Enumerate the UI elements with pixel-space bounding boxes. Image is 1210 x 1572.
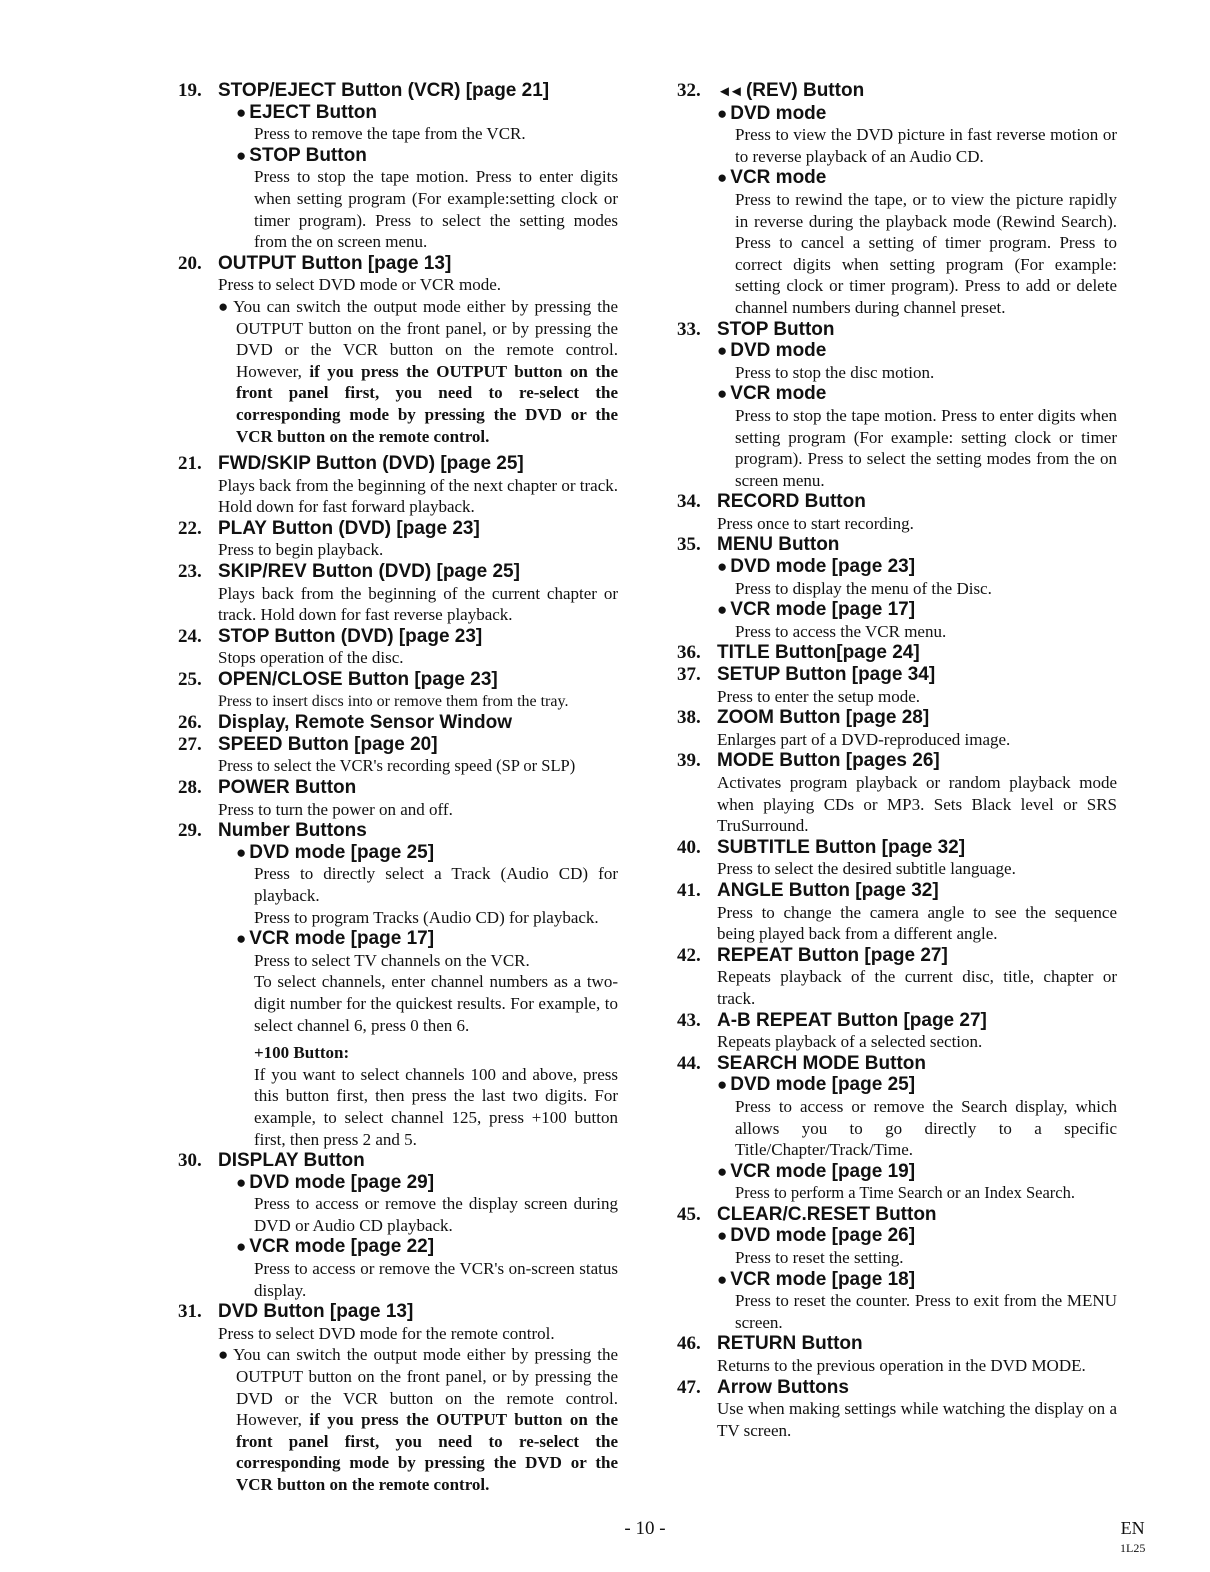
paragraph: Press to directly select a Track (Audio CD) for playback. xyxy=(254,864,618,905)
item-title: STOP Button xyxy=(717,318,835,340)
paragraph: Press once to start recording. xyxy=(717,513,914,533)
item-number: 42. xyxy=(677,944,701,966)
item-29 xyxy=(178,820,618,1150)
item-21 xyxy=(178,453,618,518)
bullet-icon: ● xyxy=(717,103,728,123)
note: ● You can switch the output mode either by pressing the OUTPUT button on the front panel, or by pressing the DVD or the VCR button on the remote control. However, if you press the OUTPUT button on the front panel first, you need to re-select the corresponding mode by pressing the DVD or the VCR button on the remote control. xyxy=(218,296,618,446)
paragraph: Press to stop the disc motion. xyxy=(735,362,935,382)
item-title: Display, Remote Sensor Window xyxy=(218,712,513,734)
paragraph: Press to remove the tape from the VCR. xyxy=(254,124,526,144)
item-number: 27. xyxy=(178,733,202,755)
bullet-icon: ● xyxy=(717,1161,728,1181)
item-title: Arrow Buttons xyxy=(717,1376,849,1398)
bullet-icon: ● xyxy=(717,1075,728,1095)
left-column xyxy=(178,80,618,1496)
bullet-icon: ● xyxy=(717,600,728,620)
bullet-icon: ● xyxy=(717,168,728,188)
document-code: 1L25 xyxy=(1120,1541,1146,1555)
item-41 xyxy=(677,880,1117,945)
item-number: 37. xyxy=(677,664,701,686)
item-title: DVD Button [page 13] xyxy=(218,1301,414,1323)
item-title: OPEN/CLOSE Button [page 23] xyxy=(218,669,498,691)
item-33 xyxy=(677,319,1117,492)
item-title: PLAY Button (DVD) [page 23] xyxy=(218,517,480,539)
bullet-icon: ● xyxy=(717,341,728,361)
subheading-vcr-mode: ● VCR mode [page 19] xyxy=(717,1160,916,1182)
item-title: A-B REPEAT Button [page 27] xyxy=(717,1009,987,1031)
item-title: SETUP Button [page 34] xyxy=(717,664,936,686)
subheading-vcr-mode: ● VCR mode xyxy=(717,167,827,189)
subheading-dvd-mode: ● DVD mode [page 23] xyxy=(717,556,916,578)
bullet-icon: ● xyxy=(236,929,247,949)
paragraph: Press to change the camera angle to see the sequence being played back from a different angle. xyxy=(717,902,1117,944)
page-number: - 10 - xyxy=(624,1518,666,1539)
item-title: SUBTITLE Button [page 32] xyxy=(717,836,966,858)
paragraph: Press to display the menu of the Disc. xyxy=(735,578,992,598)
item-38 xyxy=(677,707,1117,750)
item-number: 21. xyxy=(178,453,202,475)
paragraph: Press to access the VCR menu. xyxy=(735,621,947,641)
item-43 xyxy=(677,1010,1117,1053)
item-number: 34. xyxy=(677,491,701,513)
item-45 xyxy=(677,1204,1117,1334)
item-39 xyxy=(677,750,1117,836)
item-number: 26. xyxy=(178,712,202,734)
paragraph: To select channels, enter channel numbers as a two-digit number for the quickest results. For example, to select channel 6, press 0 then 6. xyxy=(254,972,618,1035)
item-title: ZOOM Button [page 28] xyxy=(717,707,930,729)
bullet-icon: ● xyxy=(236,1172,247,1192)
paragraph: Stops operation of the disc. xyxy=(218,648,404,668)
item-42 xyxy=(677,945,1117,1010)
bullet-icon: ● xyxy=(218,296,231,316)
item-title: DISPLAY Button xyxy=(218,1150,365,1172)
paragraph: Repeats playback of a selected section. xyxy=(717,1032,983,1052)
paragraph: Press to select DVD mode for the remote control. xyxy=(218,1323,555,1343)
paragraph: Press to insert discs into or remove them from the tray. xyxy=(218,692,569,710)
item-title: ANGLE Button [page 32] xyxy=(717,879,939,901)
paragraph: Press to perform a Time Search or an Index Search. xyxy=(735,1183,1075,1203)
paragraph: Plays back from the beginning of the current chapter or track. Hold down for fast reverse playback. xyxy=(218,583,618,625)
paragraph: If you want to select channels 100 and above, press this button first, then press the last two digits. For example, to select channel 125, press +100 button first, then press 2 and 5. xyxy=(254,1064,618,1149)
item-30 xyxy=(178,1150,618,1301)
right-column xyxy=(677,80,1117,1441)
item-19 xyxy=(178,80,618,253)
paragraph: Press to access or remove the Search display, which allows you to go directly to a specific Title/Chapter/Track/Time. xyxy=(735,1096,1117,1160)
item-title: SPEED Button [page 20] xyxy=(218,733,438,755)
subheading-dvd-mode: ● DVD mode [page 29] xyxy=(236,1171,435,1193)
item-number: 38. xyxy=(677,707,701,729)
item-24 xyxy=(178,626,618,669)
item-34 xyxy=(677,491,1117,534)
bullet-icon: ● xyxy=(717,557,728,577)
item-44 xyxy=(677,1053,1117,1204)
subheading-vcr-mode: ● VCR mode [page 22] xyxy=(236,1236,435,1258)
paragraph: Press to program Tracks (Audio CD) for playback. xyxy=(254,907,599,927)
item-title: TITLE Button[page 24] xyxy=(717,642,920,664)
paragraph: Press to select the VCR's recording speed (SP or SLP) xyxy=(218,756,576,776)
paragraph: Press to access or remove the VCR's on-screen status display. xyxy=(254,1259,618,1300)
item-23 xyxy=(178,561,618,626)
item-number: 36. xyxy=(677,642,701,664)
item-number: 22. xyxy=(178,517,202,539)
item-title: FWD/SKIP Button (DVD) [page 25] xyxy=(218,453,524,475)
paragraph: Plays back from the beginning of the next chapter or track. Hold down for fast forward playback. xyxy=(218,475,618,517)
item-title: STOP/EJECT Button (VCR) [page 21] xyxy=(218,80,550,101)
item-title: Number Buttons xyxy=(218,820,367,842)
bullet-icon: ● xyxy=(236,145,247,165)
bullet-icon: ● xyxy=(236,102,247,122)
paragraph: Press to view the DVD picture in fast reverse motion or to reverse playback of an Audio CD. xyxy=(735,125,1117,166)
item-title: MENU Button xyxy=(717,534,840,556)
bullet-icon: ● xyxy=(236,842,247,862)
subheading-vcr-mode: ● VCR mode [page 17] xyxy=(236,928,435,950)
paragraph: Press to access or remove the display screen during DVD or Audio CD playback. xyxy=(254,1194,618,1235)
item-37 xyxy=(677,664,1117,707)
subheading-vcr-mode: ● VCR mode [page 17] xyxy=(717,599,916,621)
item-title: REPEAT Button [page 27] xyxy=(717,944,948,966)
plus-100-heading: +100 Button: xyxy=(254,1043,350,1063)
paragraph: Press to rewind the tape, or to view the picture rapidly in reverse during the playback mode (Rewind Search). Press to cancel a setting of timer program. Press to correct digits when setting program (For example: setting clock or timer program). Press to add or delete channel numbers during channel preset. xyxy=(735,189,1117,317)
item-40 xyxy=(677,837,1117,880)
item-28 xyxy=(178,777,618,820)
subheading-vcr-mode: ● VCR mode [page 18] xyxy=(717,1268,916,1290)
subheading-dvd-mode: ● DVD mode xyxy=(717,340,827,362)
subheading-vcr-mode: ● VCR mode xyxy=(717,383,827,405)
paragraph: Activates program playback or random playback mode when playing CDs or MP3. Sets Black level or SRS TruSurround. xyxy=(717,773,1117,836)
subheading-eject: ● EJECT Button xyxy=(236,101,377,123)
item-number: 31. xyxy=(178,1301,202,1323)
bullet-icon: ● xyxy=(717,1269,728,1289)
item-27 xyxy=(178,734,618,777)
paragraph: Press to select TV channels on the VCR. xyxy=(254,950,530,970)
paragraph: Use when making settings while watching the display on a TV screen. xyxy=(717,1399,1117,1440)
item-title: ◄◄ (REV) Button xyxy=(717,80,865,101)
item-20 xyxy=(178,253,618,447)
footer-lang xyxy=(1120,1518,1145,1558)
item-number: 45. xyxy=(677,1203,701,1225)
item-number: 46. xyxy=(677,1333,701,1355)
bullet-icon: ● xyxy=(218,1345,231,1365)
paragraph: Press to reset the setting. xyxy=(735,1248,904,1268)
item-number: 41. xyxy=(677,879,701,901)
bullet-icon: ● xyxy=(236,1237,247,1257)
subheading-dvd-mode: ● DVD mode [page 25] xyxy=(717,1074,916,1096)
bullet-icon: ● xyxy=(717,384,728,404)
item-title: CLEAR/C.RESET Button xyxy=(717,1203,937,1225)
item-title: STOP Button (DVD) [page 23] xyxy=(218,625,483,647)
paragraph: Press to select the desired subtitle language. xyxy=(717,859,1016,879)
paragraph: Press to enter the setup mode. xyxy=(717,686,921,706)
subheading-dvd-mode: ● DVD mode [page 26] xyxy=(717,1225,916,1247)
item-46 xyxy=(677,1333,1117,1376)
item-number: 24. xyxy=(178,625,202,647)
item-47 xyxy=(677,1377,1117,1442)
subheading-dvd-mode: ● DVD mode xyxy=(717,102,827,124)
item-number: 43. xyxy=(677,1009,701,1031)
item-35 xyxy=(677,534,1117,642)
item-title: OUTPUT Button [page 13] xyxy=(218,252,452,274)
subheading-stop: ● STOP Button xyxy=(236,144,367,166)
item-number: 23. xyxy=(178,561,202,583)
item-title: RETURN Button xyxy=(717,1333,863,1355)
item-number: 32. xyxy=(677,80,701,101)
item-22 xyxy=(178,518,618,561)
bullet-icon: ● xyxy=(717,1226,728,1246)
item-number: 35. xyxy=(677,534,701,556)
item-number: 39. xyxy=(677,750,701,772)
paragraph: Press to stop the tape motion. Press to enter digits when setting program (For example: setting clock or timer program). Press to select the setting modes from the on screen menu. xyxy=(735,405,1117,490)
item-number: 47. xyxy=(677,1376,701,1398)
language-code: EN xyxy=(1120,1518,1145,1538)
item-number: 25. xyxy=(178,669,202,691)
item-number: 28. xyxy=(178,777,202,798)
item-number: 44. xyxy=(677,1052,701,1074)
item-title: POWER Button xyxy=(218,777,357,798)
paragraph: Repeats playback of the current disc, title, chapter or track. xyxy=(717,967,1117,1008)
item-26 xyxy=(178,712,618,734)
paragraph: Press to begin playback. xyxy=(218,540,384,560)
item-25 xyxy=(178,669,618,712)
item-number: 20. xyxy=(178,252,202,274)
paragraph: Press to stop the tape motion. Press to enter digits when setting program (For example:setting clock or timer program). Press to select the setting modes from the on screen menu. xyxy=(254,167,618,252)
item-title: MODE Button [pages 26] xyxy=(717,750,940,772)
item-number: 40. xyxy=(677,836,701,858)
item-title: SEARCH MODE Button xyxy=(717,1052,926,1074)
item-title: RECORD Button xyxy=(717,491,866,513)
paragraph: Press to reset the counter. Press to exit from the MENU screen. xyxy=(735,1291,1117,1332)
item-number: 33. xyxy=(677,318,701,340)
item-number: 19. xyxy=(178,80,202,101)
paragraph: Enlarges part of a DVD-reproduced image. xyxy=(717,729,1011,749)
rewind-icon: ◄◄ xyxy=(717,83,741,100)
subheading-dvd-mode: ● DVD mode [page 25] xyxy=(236,841,435,863)
paragraph: Press to select DVD mode or VCR mode. xyxy=(218,275,501,295)
item-number: 29. xyxy=(178,820,202,842)
paragraph: Returns to the previous operation in the DVD MODE. xyxy=(717,1356,1086,1376)
note: ● You can switch the output mode either by pressing the OUTPUT button on the front panel, or by pressing the DVD or the VCR button on the remote control. However, if you press the OUTPUT button on the front panel first, you need to re-select the corresponding mode by pressing the DVD or the VCR button on the remote control. xyxy=(218,1345,618,1494)
paragraph: Press to turn the power on and off. xyxy=(218,799,453,819)
item-31 xyxy=(178,1301,618,1495)
item-32 xyxy=(677,80,1117,319)
item-number: 30. xyxy=(178,1150,202,1172)
item-title: SKIP/REV Button (DVD) [page 25] xyxy=(218,561,520,583)
item-36 xyxy=(677,642,1117,664)
